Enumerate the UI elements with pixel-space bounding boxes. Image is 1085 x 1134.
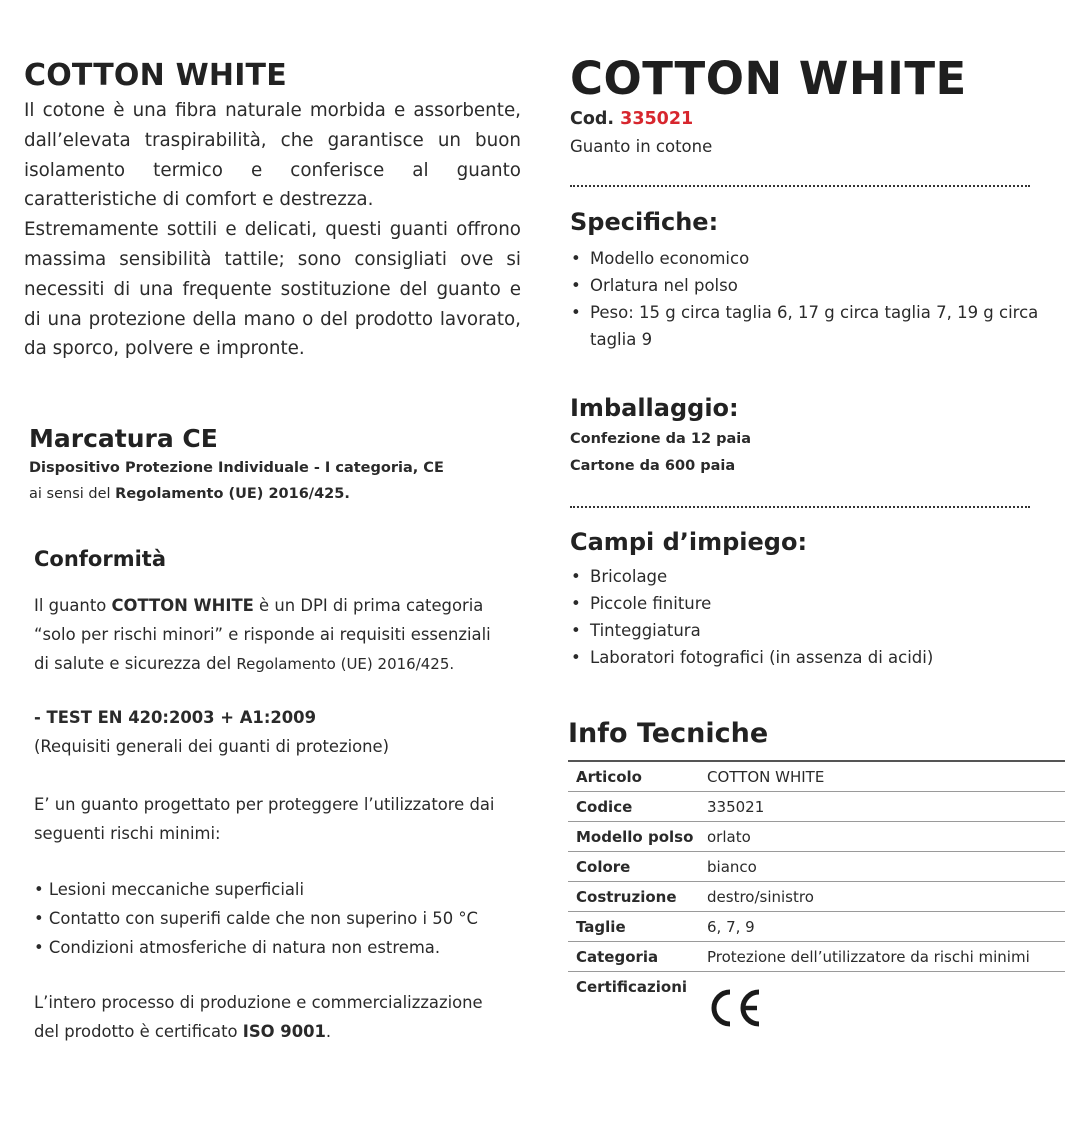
bullet: • [571, 594, 581, 613]
table-row [568, 972, 1065, 1049]
packaging-item: Cartone da 600 paia [570, 458, 736, 474]
regulation-ref: Regolamento (UE) 2016/425. [236, 655, 455, 673]
row-value: 335021 [699, 792, 1065, 822]
row-value [699, 972, 1065, 1049]
row-value: destro/sinistro [699, 882, 1065, 912]
row-key: Taglie [568, 912, 699, 942]
risk-item: • Contatto con superifi calde che non superino i 50 °C [34, 909, 479, 928]
technical-info-table [568, 760, 1065, 1048]
table-row [568, 792, 1065, 822]
certification-text [34, 1017, 331, 1046]
table-row [568, 761, 1065, 792]
row-value: bianco [699, 852, 1065, 882]
test-standard: - TEST EN 420:2003 + A1:2009 [34, 708, 316, 727]
dotted-divider [570, 506, 1030, 508]
bullet: • [571, 249, 581, 268]
text-span: è un DPI di prima categoria [253, 596, 484, 615]
left-product-title: COTTON WHITE [24, 58, 287, 93]
ce-marking-regulation [29, 486, 350, 502]
row-key: Certificazioni [576, 978, 688, 996]
list-item-text: Bricolage [590, 567, 668, 586]
row-value: Protezione dell’utilizzatore da rischi minimi [699, 942, 1065, 972]
ce-regulation-prefix: ai sensi del [29, 486, 116, 502]
row-value: COTTON WHITE [699, 761, 1065, 792]
list-item-text: Piccole finiture [590, 594, 712, 613]
row-key: Codice [568, 792, 699, 822]
ce-mark-icon [707, 988, 763, 1032]
table-row [568, 822, 1065, 852]
uses-list [570, 563, 1040, 671]
row-key: Categoria [568, 942, 699, 972]
list-item [570, 245, 1040, 272]
intro-paragraph: Estremamente sottili e delicati, questi guanti offrono massima sensibilità tattile; sono consigliati ove si necessiti di una frequente sostituzione del guanto e di una protezione della mano o del prodotto lavorato, da sporco, polvere e impronte. [24, 219, 521, 360]
list-item [570, 299, 1040, 353]
list-item [570, 563, 1040, 590]
bullet: • [571, 648, 581, 667]
row-key: Colore [568, 852, 699, 882]
conformity-text [34, 591, 483, 620]
list-item-text: Orlatura nel polso [590, 276, 738, 295]
risk-intro: seguenti rischi minimi: [34, 824, 221, 843]
test-description: (Requisiti generali dei guanti di protezione) [34, 737, 390, 756]
bullet: • [571, 621, 581, 640]
conformity-text: “solo per rischi minori” e risponde ai requisiti essenziali [34, 625, 491, 644]
row-key: Costruzione [568, 882, 699, 912]
intro-paragraph: Il cotone è una fibra naturale morbida e assorbente, dall’elevata traspirabilità, che garantisce un buon isolamento termico e conferisce al guanto caratteristiche di comfort e destrezza. [24, 100, 521, 211]
dotted-divider [570, 185, 1030, 187]
specs-title: Specifiche: [570, 208, 719, 236]
ce-marking-title: Marcatura CE [29, 424, 218, 453]
list-item-text: Peso: 15 g circa taglia 6, 17 g circa taglia 7, 19 g circa taglia 9 [590, 303, 1039, 349]
row-key: Modello polso [568, 822, 699, 852]
info-tecniche-title: Info Tecniche [568, 718, 769, 749]
row-value: 6, 7, 9 [699, 912, 1065, 942]
list-item-text: Laboratori fotografici (in assenza di acidi) [590, 648, 934, 667]
product-code [570, 109, 693, 129]
list-item-text: Tinteggiatura [590, 621, 701, 640]
code-label: Cod. [570, 109, 615, 129]
product-description: Guanto in cotone [570, 137, 713, 156]
row-key: Articolo [568, 761, 699, 792]
conformity-text [34, 649, 454, 679]
risk-item: • Condizioni atmosferiche di natura non estrema. [34, 938, 441, 957]
ce-marking-line: Dispositivo Protezione Individuale - I categoria, CE [29, 460, 444, 476]
packaging-title: Imballaggio: [570, 394, 739, 422]
bullet: • [571, 303, 581, 322]
bullet: • [571, 567, 581, 586]
list-item [570, 590, 1040, 617]
list-item [570, 644, 1040, 671]
conformity-title: Conformità [34, 547, 166, 571]
uses-title: Campi d’impiego: [570, 528, 808, 556]
list-item-text: Modello economico [590, 249, 750, 268]
text-span: . [325, 1022, 332, 1041]
risk-intro: E’ un guanto progettato per proteggere l’utilizzatore dai [34, 795, 495, 814]
packaging-item: Confezione da 12 paia [570, 431, 752, 447]
text-span: Il guanto [34, 596, 112, 615]
ce-regulation-ref: Regolamento (UE) 2016/425. [115, 486, 350, 502]
risk-item: • Lesioni meccaniche superficiali [34, 880, 305, 899]
row-value: orlato [699, 822, 1065, 852]
table-row [568, 912, 1065, 942]
bullet: • [571, 276, 581, 295]
list-item [570, 617, 1040, 644]
table-row [568, 852, 1065, 882]
text-span: di salute e sicurezza del [34, 654, 237, 673]
product-title: COTTON WHITE [570, 52, 967, 105]
table-row [568, 942, 1065, 972]
product-name-bold: COTTON WHITE [111, 596, 254, 615]
specs-list [570, 245, 1040, 353]
code-value: 335021 [620, 109, 694, 129]
list-item [570, 272, 1040, 299]
table-row [568, 882, 1065, 912]
certification-text: L’intero processo di produzione e commercializzazione [34, 993, 483, 1012]
iso-bold: ISO 9001 [242, 1022, 326, 1041]
product-intro [24, 96, 521, 364]
text-span: del prodotto è certificato [34, 1022, 243, 1041]
